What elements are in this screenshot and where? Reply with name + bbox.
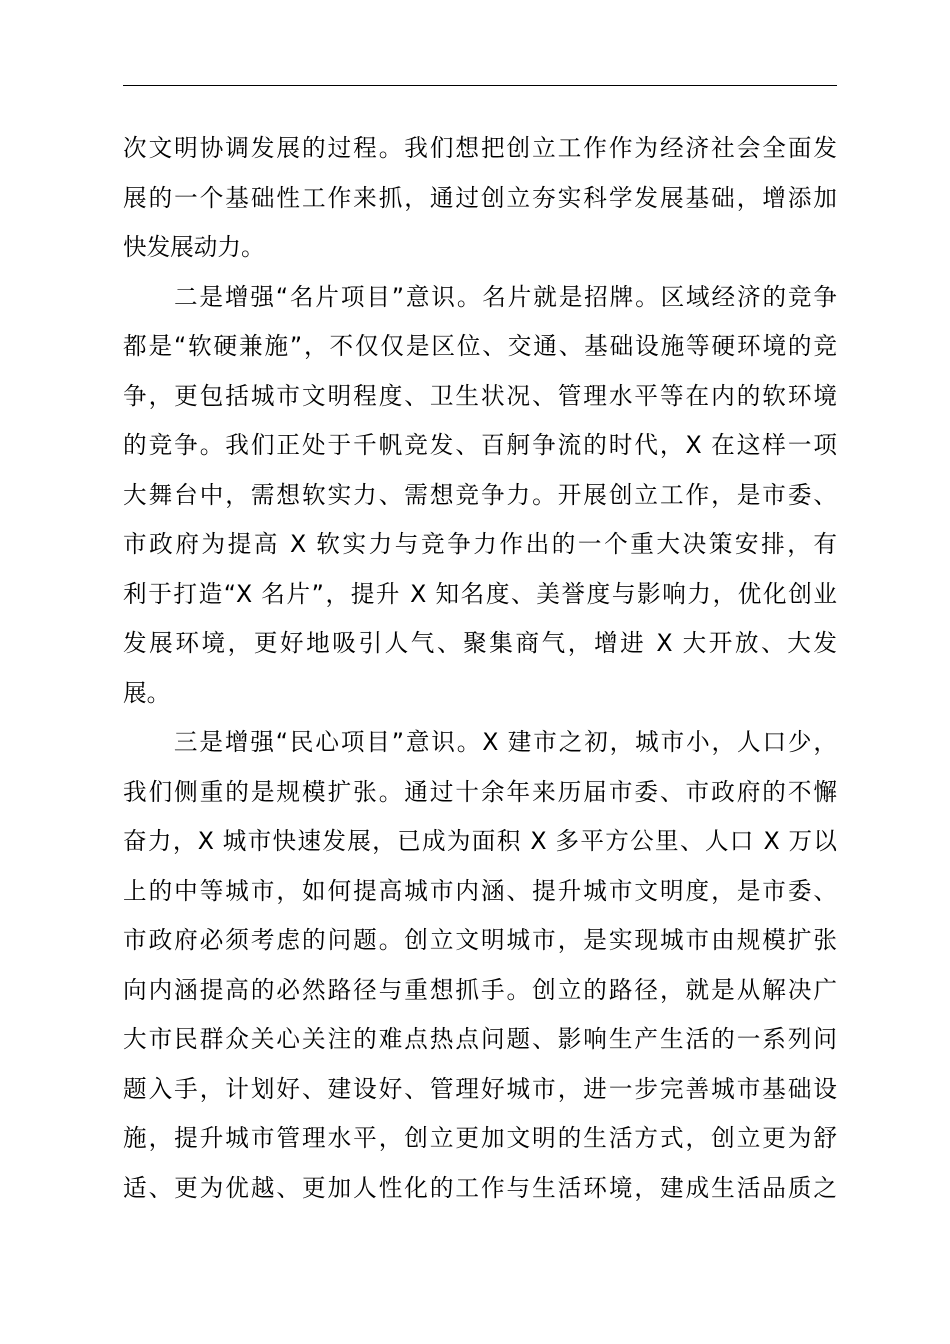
text-line: 发展环境，更好地吸引人气、聚集商气，增进 X 大开放、大发 bbox=[123, 629, 837, 657]
text-line: 施，提升城市管理水平，创立更加文明的生活方式，创立更为舒 bbox=[123, 1124, 837, 1152]
text-line: 利于打造“X 名片”，提升 X 知名度、美誉度与影响力，优化创业 bbox=[123, 579, 837, 608]
text-line: 适、更为优越、更加人性化的工作与生活环境，建成生活品质之 bbox=[123, 1173, 837, 1202]
text-line: 大市民群众关心关注的难点热点问题、影响生产生活的一系列问 bbox=[123, 1025, 837, 1053]
text-line: 我们侧重的是规模扩张。通过十余年来历届市委、市政府的不懈 bbox=[123, 777, 837, 806]
text-line: 向内涵提高的必然路径与重想抓手。创立的路径，就是从解决广 bbox=[123, 975, 837, 1004]
text-line: 奋力，X 城市快速发展，已成为面积 X 多平方公里、人口 X 万以 bbox=[123, 827, 837, 855]
text-line: 市政府为提高 X 软实力与竞争力作出的一个重大决策安排，有 bbox=[123, 530, 837, 558]
text-line: 题入手，计划好、建设好、管理好城市，进一步完善城市基础设 bbox=[123, 1074, 837, 1103]
text-line: 三是增强“民心项目”意识。X 建市之初，城市小，人口少， bbox=[123, 728, 837, 756]
text-line: 都是“软硬兼施”，不仅仅是区位、交通、基础设施等硬环境的竞 bbox=[123, 332, 837, 360]
body-text bbox=[123, 124, 837, 1213]
text-line: 快发展动力。 bbox=[123, 233, 265, 261]
text-line: 上的中等城市，如何提高城市内涵、提升城市文明度，是市委、 bbox=[123, 876, 837, 905]
text-line: 展的一个基础性工作来抓，通过创立夯实科学发展基础，增添加 bbox=[123, 183, 837, 212]
text-line: 二是增强“名片项目”意识。名片就是招牌。区域经济的竞争 bbox=[123, 282, 837, 311]
text-line: 的竞争。我们正处于千帆竞发、百舸争流的时代，X 在这样一项 bbox=[123, 431, 837, 459]
text-line: 争，更包括城市文明程度、卫生状况、管理水平等在内的软环境 bbox=[123, 381, 837, 410]
text-line: 大舞台中，需想软实力、需想竞争力。开展创立工作，是市委、 bbox=[123, 480, 837, 509]
text-line: 次文明协调发展的过程。我们想把创立工作作为经济社会全面发 bbox=[123, 134, 837, 162]
header-rule bbox=[123, 85, 837, 86]
text-line: 展。 bbox=[123, 678, 171, 707]
text-line: 市政府必须考虑的问题。创立文明城市，是实现城市由规模扩张 bbox=[123, 926, 837, 954]
